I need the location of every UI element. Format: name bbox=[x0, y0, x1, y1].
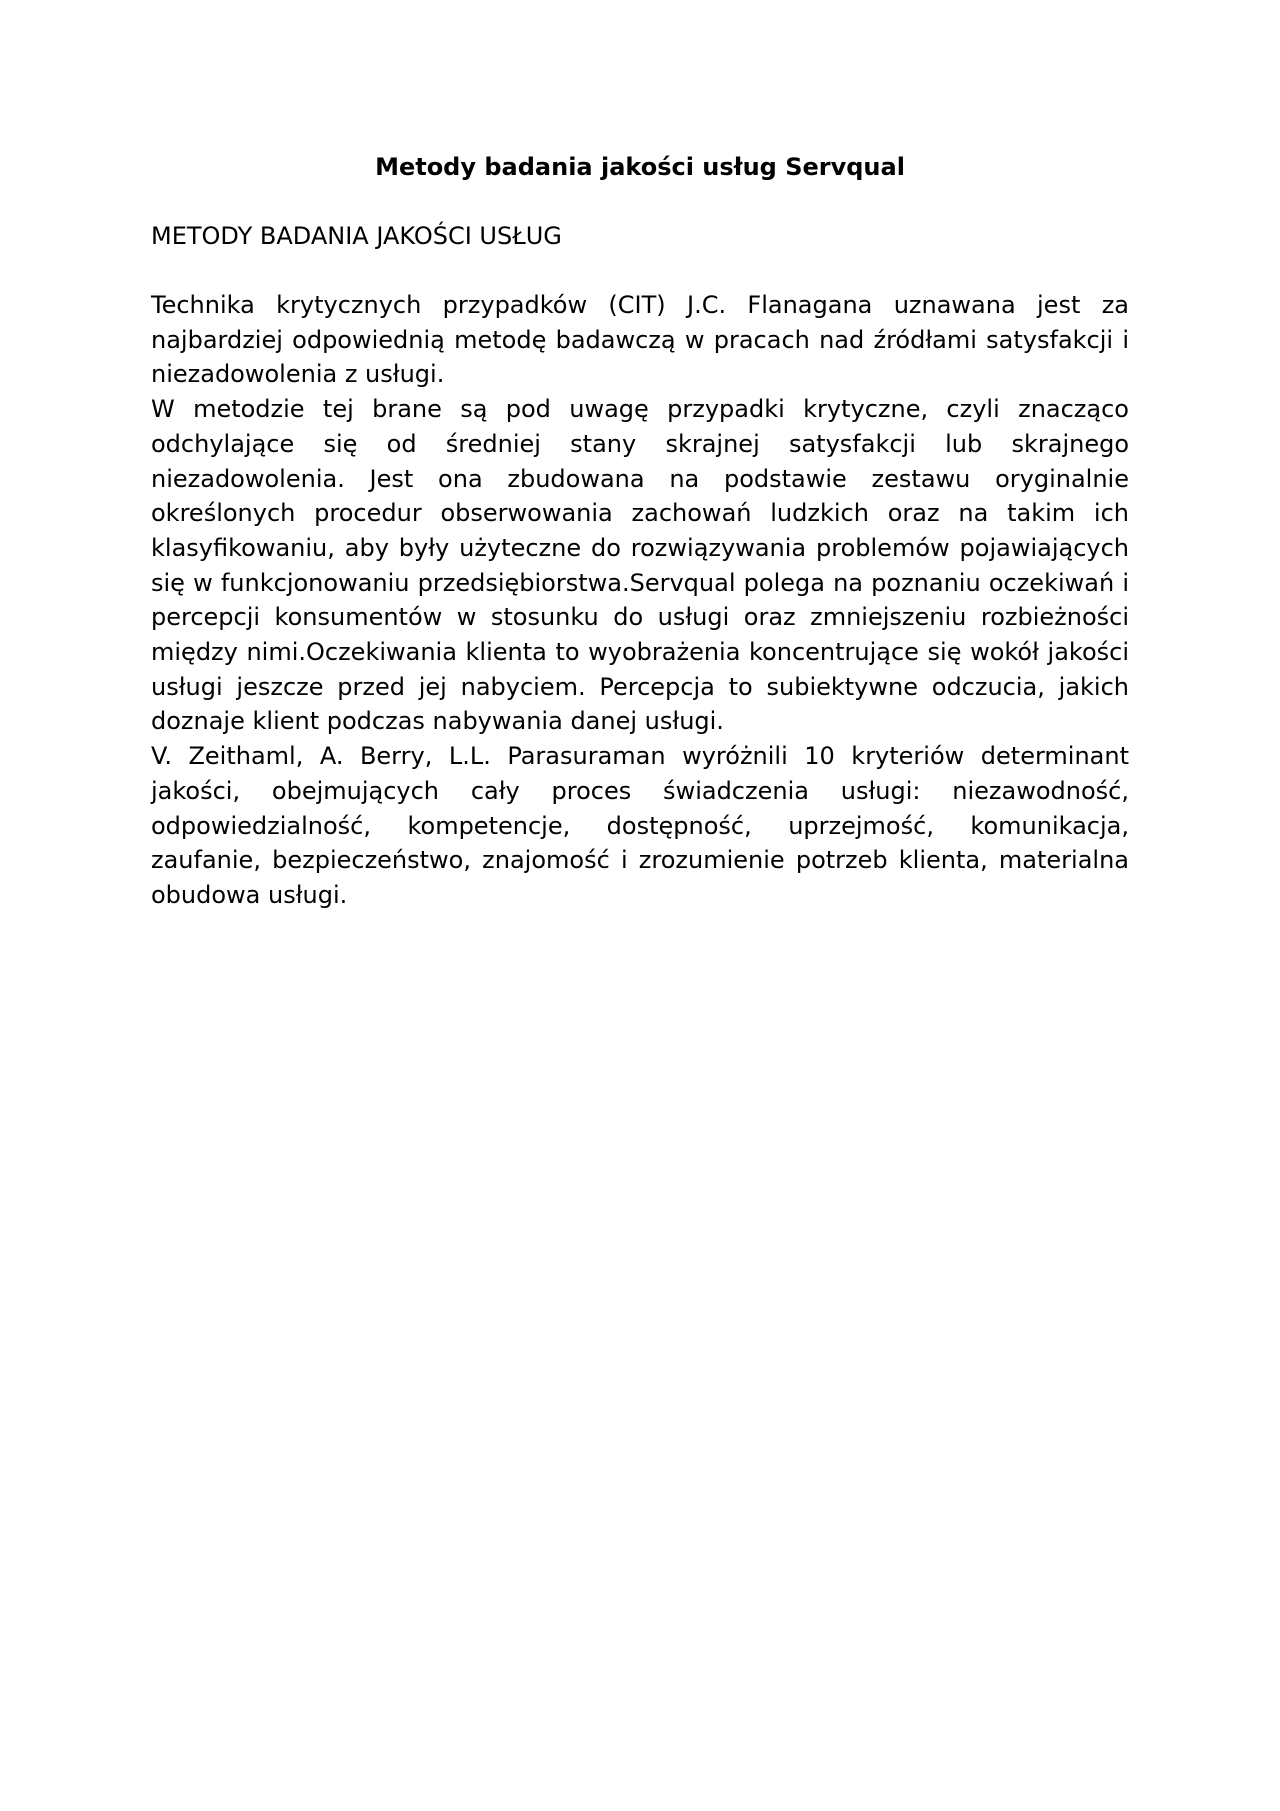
paragraph-quality-criteria: V. Zeithaml, A. Berry, L.L. Parasuraman wyróżnili 10 kryteriów determinant jakości, obejmujących cały proces świadczenia usługi: niezawodność, odpowiedzialność, kompetencje, dostępność, uprzejmość, komunikacja, zaufanie, bezpieczeństwo, znajomość i zrozumienie potrzeb klienta, materialna obudowa usługi. bbox=[151, 742, 1129, 909]
document-body bbox=[151, 150, 1129, 913]
section-heading: METODY BADANIA JAKOŚCI USŁUG bbox=[151, 222, 562, 250]
document-title: Metody badania jakości usług Servqual bbox=[375, 153, 905, 181]
paragraph-cit: Technika krytycznych przypadków (CIT) J.C. Flanagana uznawana jest za najbardziej odpowiednią metodę badawczą w pracach nad źródłami satysfakcji i niezadowolenia z usługi. bbox=[151, 291, 1129, 389]
paragraph-method-description: W metodzie tej brane są pod uwagę przypadki krytyczne, czyli znacząco odchylające się od średniej stany skrajnej satysfakcji lub skrajnego niezadowolenia. Jest ona zbudowana na podstawie zestawu oryginalnie określonych procedur obserwowania zachowań ludzkich oraz na takim ich klasyfikowaniu, aby były użyteczne do rozwiązywania problemów pojawiających się w funkcjonowaniu przedsiębiorstwa.Servqual polega na poznaniu oczekiwań i percepcji konsumentów w stosunku do usługi oraz zmniejszeniu rozbieżności między nimi.Oczekiwania klienta to wyobrażenia koncentrujące się wokół jakości usługi jeszcze przed jej nabyciem. Percepcja to subiektywne odczucia, jakich doznaje klient podczas nabywania danej usługi. bbox=[151, 395, 1129, 736]
